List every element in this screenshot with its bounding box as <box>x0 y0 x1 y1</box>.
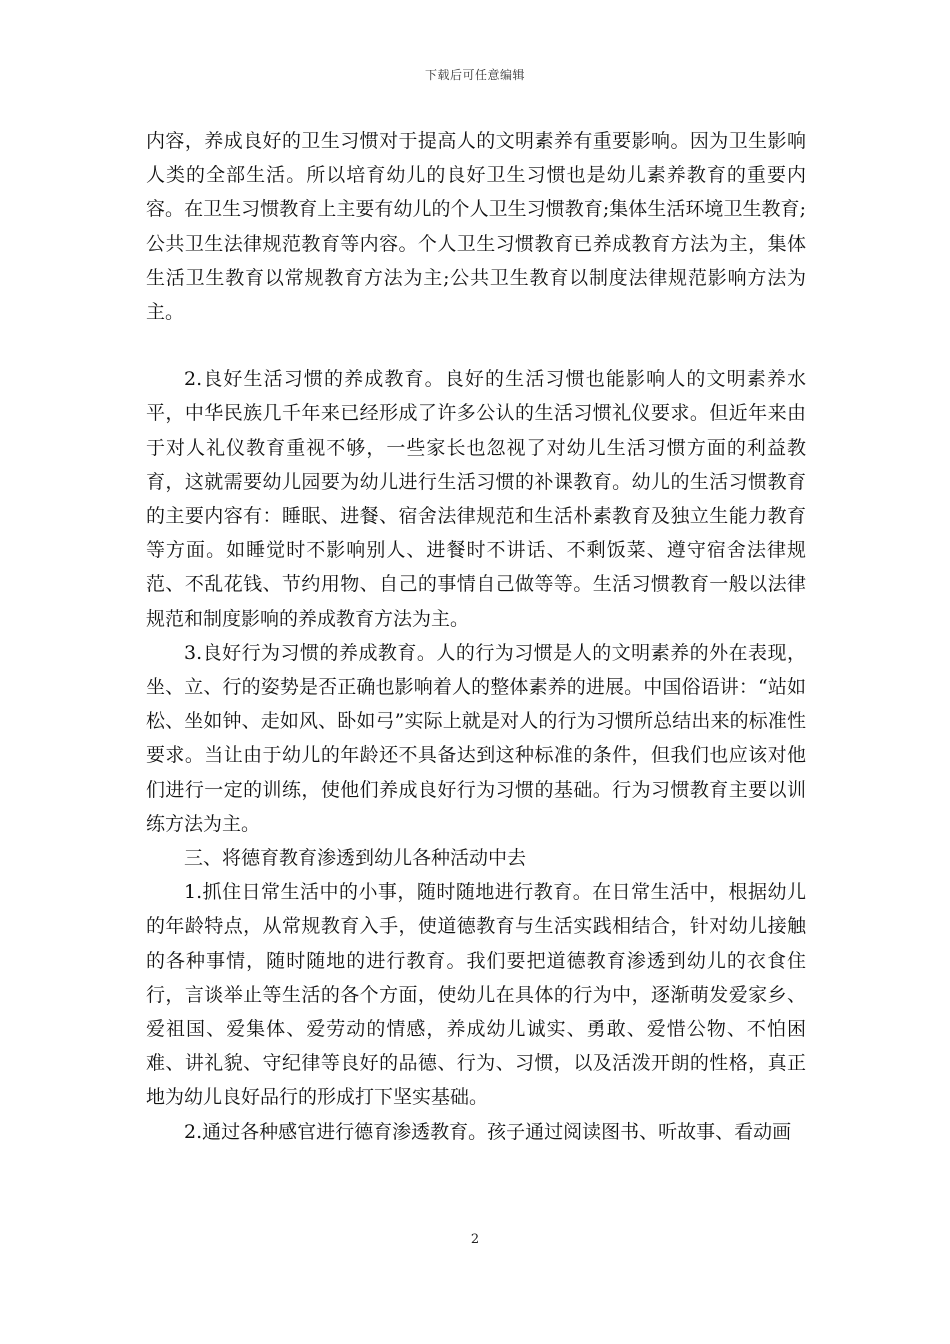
page-header: 下载后可任意编辑 <box>424 68 525 82</box>
section-heading-moral-education: 三、将德育教育渗透到幼儿各种活动中去 <box>184 847 527 870</box>
paragraph-hygiene-habits: 内容，养成良好的卫生习惯对于提高人的文明素养有重要影响。因为卫生影响人类的全部生活。所以培育幼儿的良好卫生习惯也是幼儿素养教育的重要内容。在卫生习惯教育上主要有幼儿的个人卫生习惯教育;集体生活环境卫生教育;公共卫生法律规范教育等内容。个人卫生习惯教育已养成教育方法为主，集体生活卫生教育以常规教育方法为主;公共卫生教育以制度法律规范影响方法为主。 <box>146 130 806 324</box>
document-body <box>146 124 806 1149</box>
paragraph-living-habits: 2.良好生活习惯的养成教育。良好的生活习惯也能影响人的文明素养水平，中华民族几千年来已经形成了许多公认的生活习惯礼仪要求。但近年来由于对人礼仪教育重视不够，一些家长也忽视了对幼儿生活习惯方面的利益教育，这就需要幼儿园要为幼儿进行生活习惯的补课教育。幼儿的生活习惯教育的主要内容有：睡眠、进餐、宿舍法律规范和生活朴素教育及独立生能力教育等方面。如睡觉时不影响别人、进餐时不讲话、不剩饭菜、遵守宿舍法律规范、不乱花钱、节约用物、自己的事情自己做等等。生活习惯教育一般以法律规范和制度影响的养成教育方法为主。 <box>146 368 806 630</box>
paragraph-daily-life-education: 1.抓住日常生活中的小事，随时随地进行教育。在日常生活中，根据幼儿的年龄特点，从常规教育入手，使道德教育与生活实践相结合，针对幼儿接触的各种事情，随时随地的进行教育。我们要把道德教育渗透到幼儿的衣食住行，言谈举止等生活的各个方面，使幼儿在具体的行为中，逐渐萌发爱家乡、爱祖国、爱集体、爱劳动的情感，养成幼儿诚实、勇敢、爱惜公物、不怕困难、讲礼貌、守纪律等良好的品德、行为、习惯，以及活泼开朗的性格，真正地为幼儿良好品行的形成打下坚实基础。 <box>146 881 806 1109</box>
paragraph-sensory-education: 2.通过各种感官进行德育渗透教育。孩子通过阅读图书、听故事、看动画 <box>184 1120 792 1143</box>
paragraph-behavior-habits: 3.良好行为习惯的养成教育。人的行为习惯是人的文明素养的外在表现，坐、立、行的姿势是否正确也影响着人的整体素养的进展。中国俗语讲：“站如松、坐如钟、走如风、卧如弓”实际上就是对人的行为习惯所总结出来的标准性要求。当让由于幼儿的年龄还不具备达到这种标准的条件，但我们也应该对他们进行一定的训练，使他们养成良好行为习惯的基础。行为习惯教育主要以训练方法为主。 <box>146 641 806 835</box>
page-number: 2 <box>470 1232 480 1247</box>
